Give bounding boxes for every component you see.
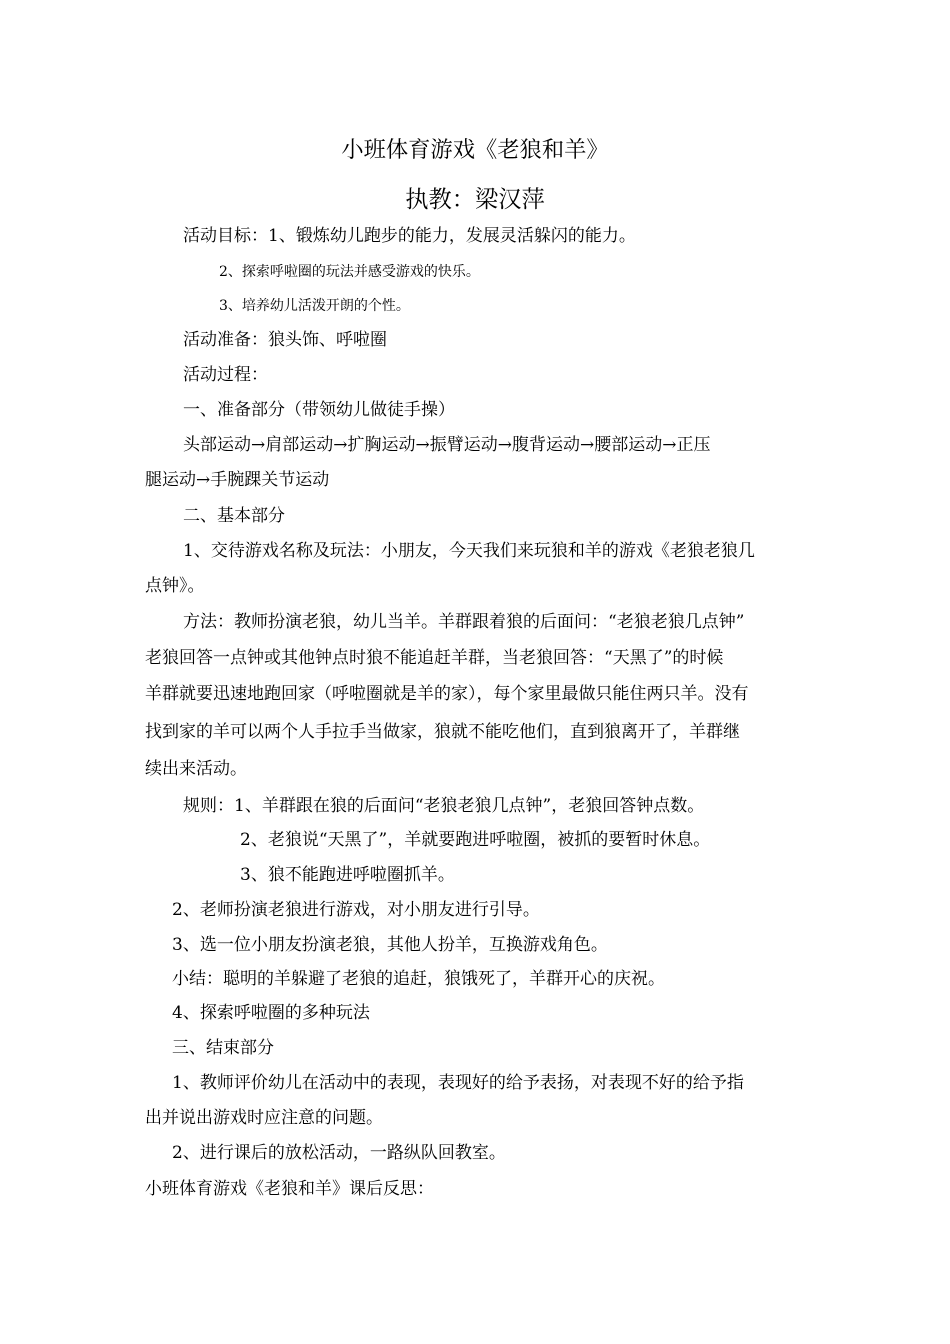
rules-line-1: 规则：1、羊群跟在狼的后面问“老狼老狼几点钟”，老狼回答钟点数。 <box>183 796 705 816</box>
teacher-name: 执教：梁汉萍 <box>405 186 545 213</box>
step-3: 3、选一位小朋友扮演老狼，其他人扮羊，互换游戏角色。 <box>172 935 608 955</box>
part1-exercise-line-1: 头部运动→肩部运动→扩胸运动→振臂运动→腹背运动→腰部运动→正压 <box>183 435 711 455</box>
method-line-3: 羊群就要迅速地跑回家（呼啦圈就是羊的家），每个家里最做只能住两只羊。没有 <box>145 684 749 704</box>
reflection-heading: 小班体育游戏《老狼和羊》课后反思： <box>145 1179 434 1199</box>
method-line-2: 老狼回答一点钟或其他钟点时狼不能追赶羊群，当老狼回答：“天黑了”的时候 <box>145 648 724 668</box>
relax-activity: 2、进行课后的放松活动，一路纵队回教室。 <box>172 1143 506 1163</box>
part2-intro-line-1: 1、交待游戏名称及玩法：小朋友，今天我们来玩狼和羊的游戏《老狼老狼几 <box>183 541 755 561</box>
method-line-5: 续出来活动。 <box>145 759 247 779</box>
activity-prep: 活动准备：狼头饰、呼啦圈 <box>183 330 387 350</box>
activity-process: 活动过程： <box>183 365 268 385</box>
part2-intro-line-2: 点钟》。 <box>145 576 205 596</box>
part2-heading: 二、基本部分 <box>183 506 285 526</box>
goal-line-3: 3、培养幼儿活泼开朗的个性。 <box>219 298 410 314</box>
rules-line-3: 3、狼不能跑进呼啦圈抓羊。 <box>240 865 455 885</box>
method-line-4: 找到家的羊可以两个人手拉手当做家，狼就不能吃他们，直到狼离开了，羊群继 <box>145 722 740 742</box>
part1-heading: 一、准备部分（带领幼儿做徒手操） <box>183 400 455 420</box>
step-4: 4、探索呼啦圈的多种玩法 <box>172 1003 370 1023</box>
rules-line-2: 2、老狼说“天黑了”，羊就要跑进呼啦圈，被抓的要暂时休息。 <box>240 830 711 850</box>
step-2: 2、老师扮演老狼进行游戏，对小朋友进行引导。 <box>172 900 540 920</box>
document-title: 小班体育游戏《老狼和羊》 <box>341 137 609 163</box>
part1-exercise-line-2: 腿运动→手腕踝关节运动 <box>145 470 330 490</box>
evaluation-line-1: 1、教师评价幼儿在活动中的表现，表现好的给予表扬，对表现不好的给予指 <box>172 1073 744 1093</box>
goal-line-1: 活动目标：1、锻炼幼儿跑步的能力，发展灵活躲闪的能力。 <box>183 226 636 246</box>
method-line-1: 方法：教师扮演老狼，幼儿当羊。羊群跟着狼的后面问：“老狼老狼几点钟” <box>183 612 745 632</box>
evaluation-line-2: 出并说出游戏时应注意的问题。 <box>145 1108 383 1128</box>
goal-line-2: 2、探索呼啦圈的玩法并感受游戏的快乐。 <box>219 264 480 280</box>
summary: 小结：聪明的羊躲避了老狼的追赶，狼饿死了，羊群开心的庆祝。 <box>172 969 665 989</box>
part3-heading: 三、结束部分 <box>172 1038 274 1058</box>
